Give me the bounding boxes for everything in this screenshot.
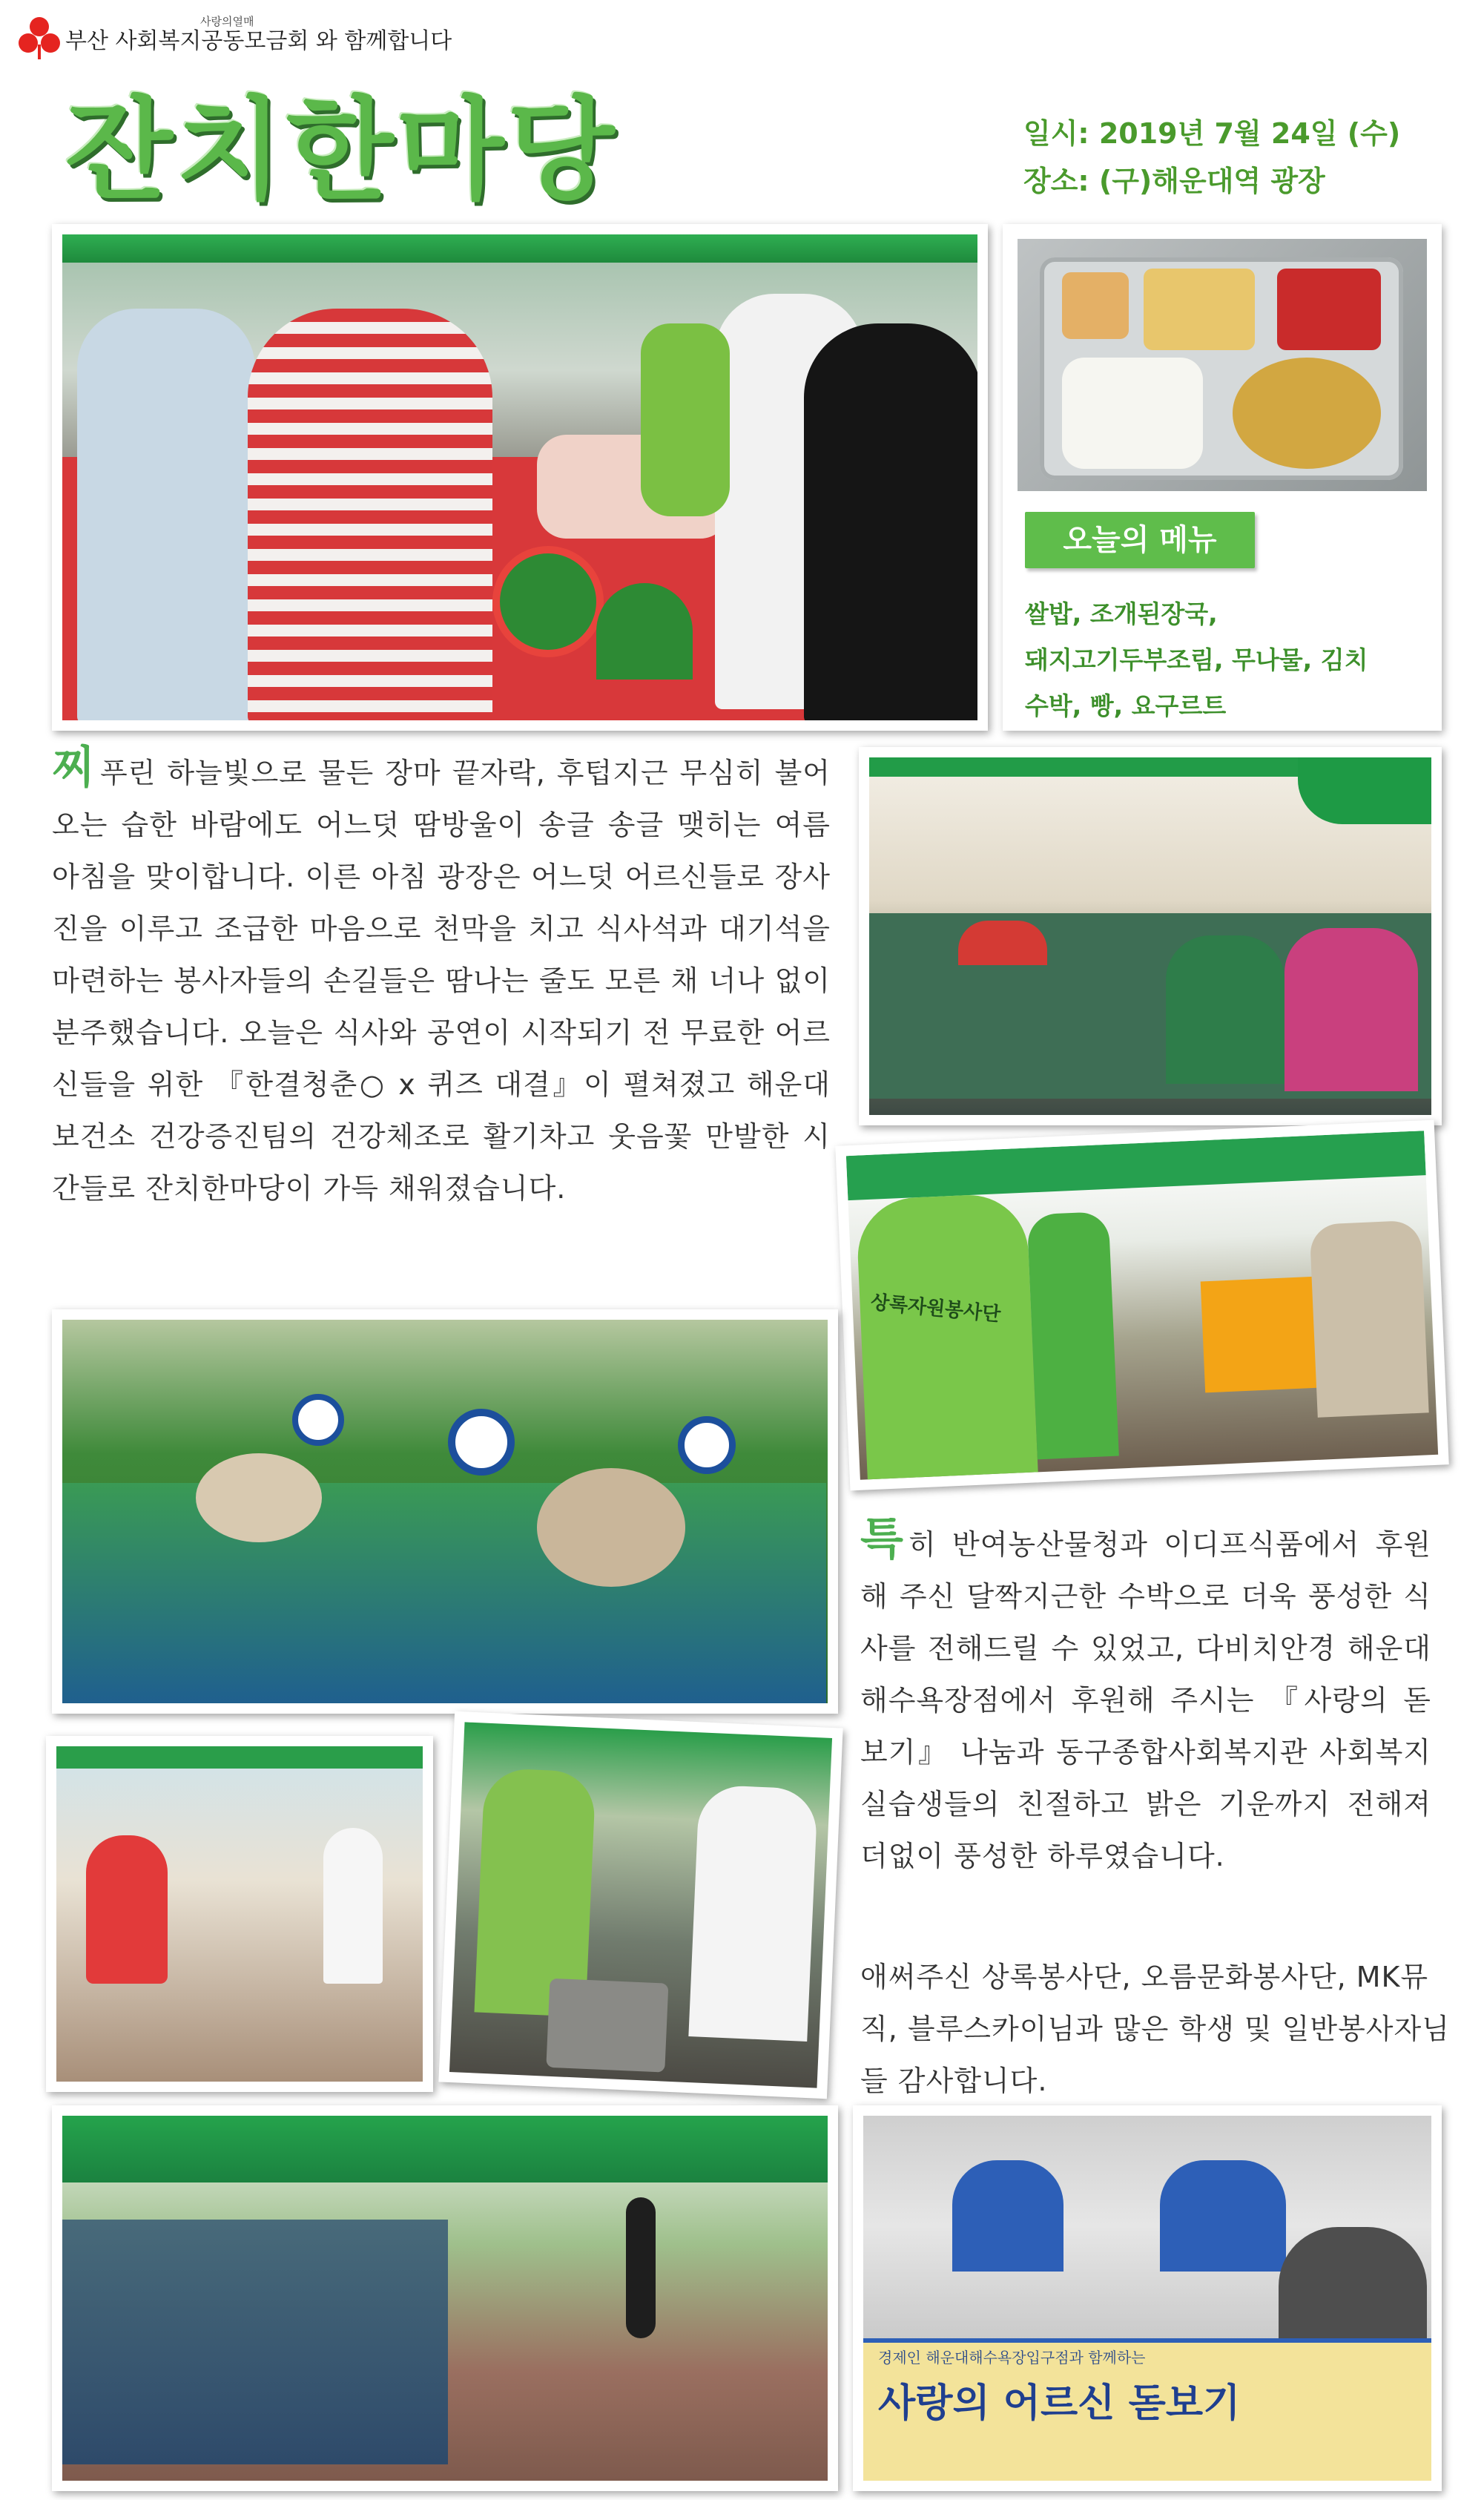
banner-line-2: 사랑의 어르신 돋보기 [878, 2381, 1241, 2426]
photo-quiz-crowd [52, 1309, 838, 1714]
dropcap: 찌 [52, 742, 96, 794]
photo-soup-serving [438, 1711, 842, 2099]
photo-volunteers-serving [835, 1120, 1449, 1491]
story-paragraph-1 [52, 742, 831, 1214]
menu-items [1025, 591, 1425, 729]
menu-line: 수박, 빵, 요구르트 [1025, 691, 1227, 720]
story-paragraph-2 [860, 1513, 1431, 1882]
photo-meal-tray [1018, 239, 1427, 491]
org-name: 부산 사회복지공동모금회 와 함께합니다 [65, 28, 452, 54]
event-place: 장소: (구)해운대역 광장 [1023, 165, 1325, 197]
event-info [1023, 110, 1400, 205]
dropcap: 특 [860, 1513, 904, 1565]
page-title: 잔치한마당 [65, 86, 618, 215]
menu-line: 돼지고기두부조림, 무나물, 김치 [1025, 645, 1368, 674]
photo-dining-area [859, 747, 1442, 1125]
photo-serving-line [52, 224, 988, 731]
vest-text: 상록자원봉사단 [869, 1291, 1002, 1326]
menu-line: 쌀밥, 조개된장국, [1025, 599, 1218, 628]
love-fruit-logo-icon [16, 15, 62, 61]
banner-line-1: 경제인 해운대해수욕장입구점과 함께하는 [878, 2349, 1146, 2366]
photo-glasses-booth [853, 2105, 1442, 2491]
photo-singer [46, 1736, 433, 2092]
story-paragraph-3: 애써주신 상록봉사단, 오름문화봉사단, MK뮤직, 블루스카이님과 많은 학생 및 일반봉사자님들 감사합니다. [860, 1961, 1450, 2097]
story-text: 히 반여농산물청과 이디프식품에서 후원해 주신 달짝지근한 수박으로 더욱 풍성한 식사를 전해드릴 수 있었고, 다비치안경 해운대해수욕장점에서 후원해 주시는 『사랑의 돋보기』 나눔과 동구종합사회복지관 사회복지 실습생들의 친절하고 밝은 기운까지 전해져 더없이 풍성한 하루였습니다. [860, 1528, 1431, 1872]
photo-exercise-session [52, 2105, 838, 2491]
story-text: 푸린 하늘빛으로 물든 장마 끝자락, 후텁지근 무심히 불어오는 습한 바람에도 어느덧 땀방울이 송글 송글 맺히는 여름 아침을 맞이합니다. 이른 아침 광장은 어느덧 어르신들로 장사진을 이루고 조급한 마음으로 천막을 치고 식사석과 대기석을 마련하는 봉사자들의 손길들은 땀나는 줄도 모른 채 너나 없이 분주했습니다. 오늘은 식사와 공연이 시작되기 전 무료한 어르신들을 위한 『한결청춘○ x 퀴즈 대결』이 펼쳐졌고 해운대보건소 건강증진팀의 건강체조로 활기차고 웃음꽃 만발한 시간들로 잔치한마당이 가득 채워졌습니다. [52, 757, 831, 1205]
event-date: 일시: 2019년 7월 24일 (수) [1023, 117, 1401, 150]
menu-card [1003, 224, 1442, 731]
org-tagline: 사랑의열매 [200, 15, 254, 28]
menu-tag: 오늘의 메뉴 [1025, 512, 1255, 568]
